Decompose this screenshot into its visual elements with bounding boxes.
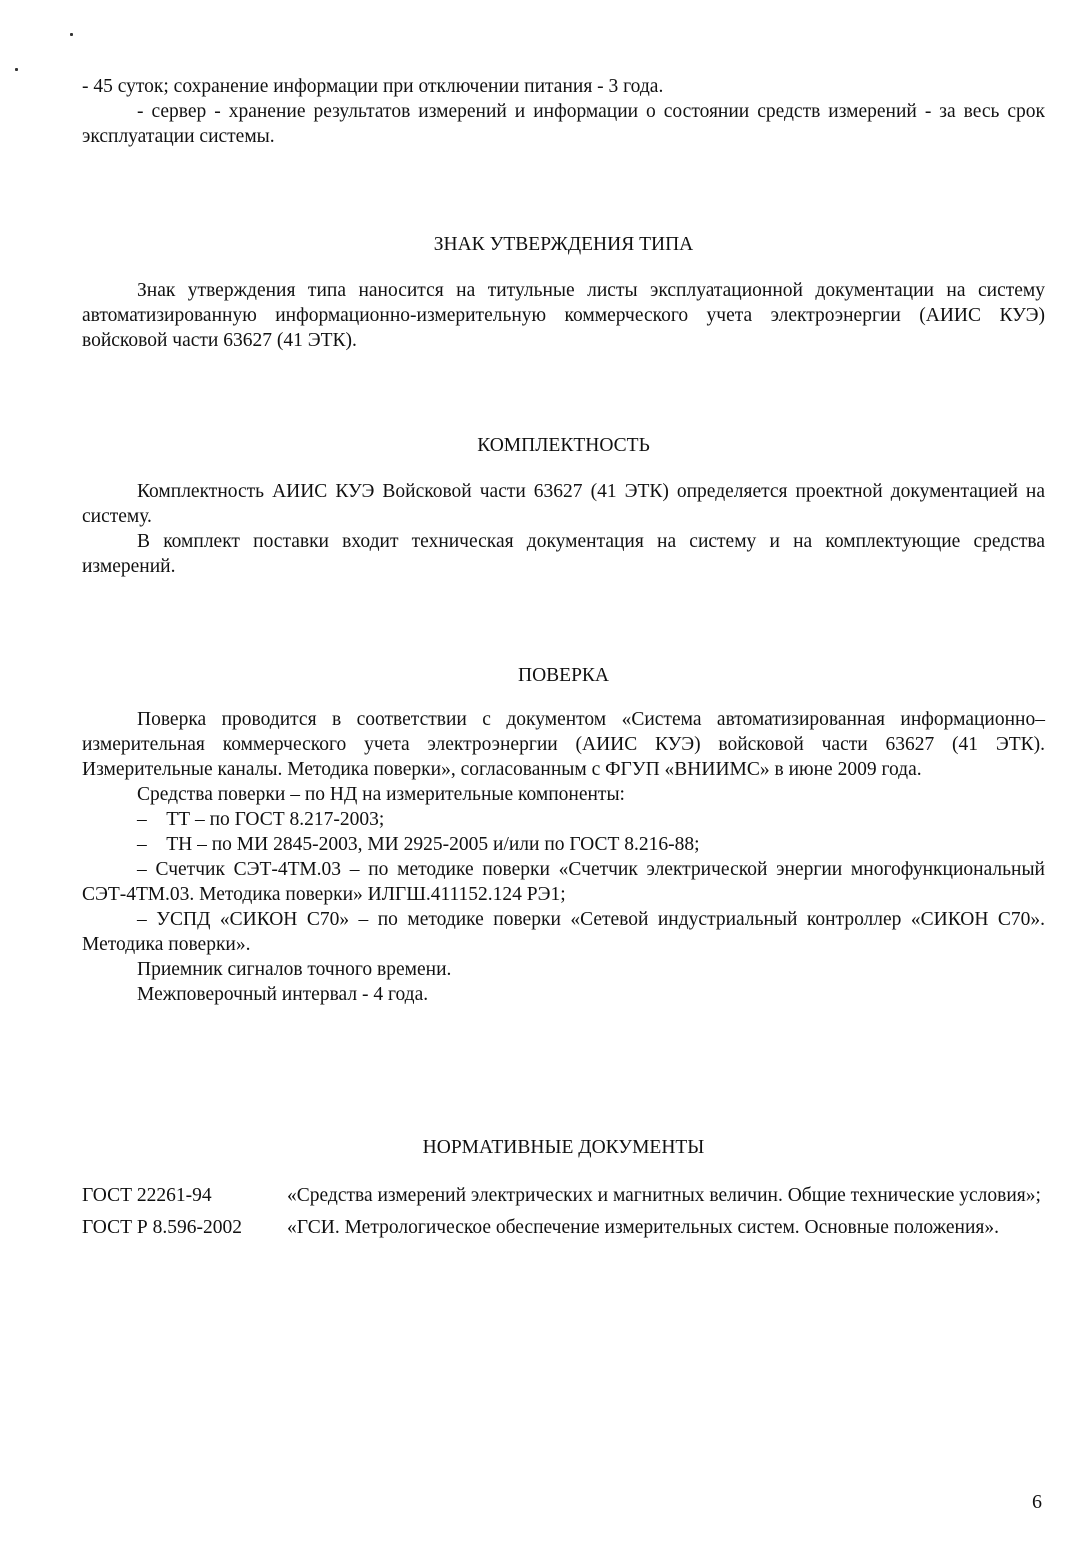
normative-doc-code: ГОСТ Р 8.596-2002 [82,1217,242,1238]
completeness-paragraph-1: Комплектность АИИС КУЭ Войсковой части 63627 (41 ЭТК) определяется проектной документацией на систему. [82,481,1045,527]
scan-mark [70,33,73,36]
verification-item-uspd: – УСПД «СИКОН С70» – по методике поверки «Сетевой индустриальный контроллер «СИКОН С70». Методика поверки». [82,909,1045,955]
verification-paragraph: Поверка проводится в соответствии с документом «Система автоматизированная информационно–измерительная коммерческого учета электроэнергии (АИИС КУЭ) войсковой части 63627 (41 ЭТК). Измерительные каналы. Методика поверки», согласованным с ФГУП «ВНИИМС» в июне 2009 года. [82,709,1045,780]
time-receiver-line: Приемник сигналов точного времени. [137,959,452,980]
verification-item-meter: – Счетчик СЭТ-4ТМ.03 – по методике поверки «Счетчик электрической энергии многофункциональный СЭТ-4ТМ.03. Методика поверки» ИЛГШ.411152.124 РЭ1; [82,859,1045,905]
server-storage-paragraph: - сервер - хранение результатов измерений и информации о состоянии средств измерений - за весь срок эксплуатации системы. [82,101,1045,147]
normative-doc-row [82,1212,1045,1244]
section-heading-type-approval: ЗНАК УТВЕРЖДЕНИЯ ТИПА [433,234,694,255]
normative-doc-title: «ГСИ. Метрологическое обеспечение измерительных систем. Основные положения». [287,1217,1000,1238]
section-heading-normative: НОРМАТИВНЫЕ ДОКУМЕНТЫ [422,1137,705,1158]
verification-item-tt: – ТТ – по ГОСТ 8.217-2003; [137,809,385,830]
continuation-block [82,74,1045,149]
verification-interval: Межповерочный интервал - 4 года. [137,984,429,1005]
completeness-block [82,479,1045,579]
section-heading-completeness: КОМПЛЕКТНОСТЬ [477,435,650,456]
type-approval-block [82,278,1045,353]
verification-item-tn: – ТН – по МИ 2845-2003, МИ 2925-2005 и/или по ГОСТ 8.216-88; [137,834,700,855]
scan-mark [15,68,18,71]
type-approval-paragraph: Знак утверждения типа наносится на титульные листы эксплуатационной документации на систему автоматизированную информационно-измерительную коммерческого учета электроэнергии (АИИС КУЭ) войсковой части 63627 (41 ЭТК). [82,280,1045,351]
section-heading-verification: ПОВЕРКА [517,665,610,686]
page-number: 6 [1032,1491,1042,1513]
continuation-line: - 45 суток; сохранение информации при отключении питания - 3 года. [82,76,664,97]
verification-block [82,707,1045,1007]
completeness-paragraph-2: В комплект поставки входит техническая документация на систему и на комплектующие средства измерений. [82,531,1045,577]
normative-doc-code: ГОСТ 22261-94 [82,1185,212,1206]
verification-means-intro: Средства поверки – по НД на измерительные компоненты: [137,784,625,805]
normative-doc-title: «Средства измерений электрических и магнитных величин. Общие технические условия»; [287,1185,1041,1206]
normative-doc-row [82,1183,1045,1208]
normative-docs-list [82,1183,1045,1244]
